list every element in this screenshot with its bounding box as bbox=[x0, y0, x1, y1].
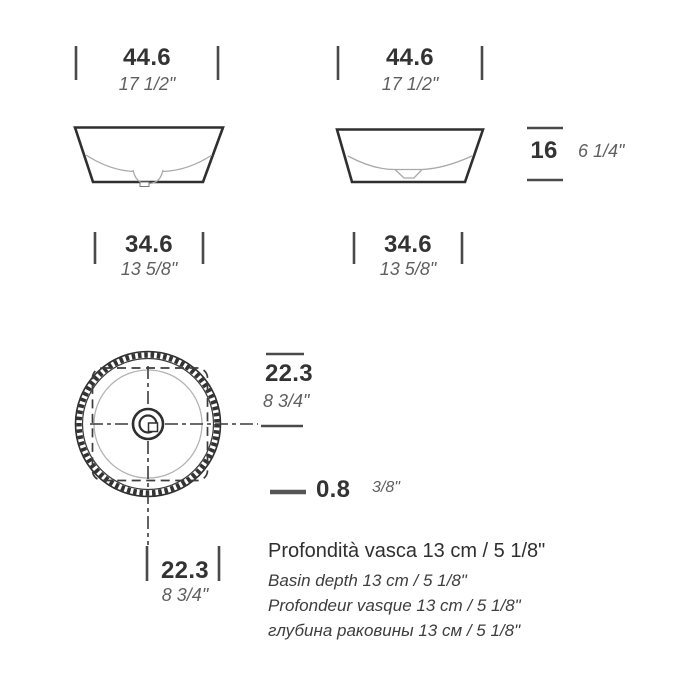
basin-depth-note-russian: глубина раковины 13 см / 5 1/8" bbox=[268, 621, 521, 640]
dim-bottom-width-right-metric: 34.6 bbox=[384, 231, 432, 258]
dim-bottom-width-left-metric: 34.6 bbox=[125, 231, 173, 258]
dim-bottom-width-right-imperial: 13 5/8" bbox=[379, 259, 437, 279]
dim-top-width-right-imperial: 17 1/2" bbox=[381, 74, 439, 94]
basin-depth-note-italian: Profondità vasca 13 cm / 5 1/8" bbox=[268, 540, 546, 562]
dim-rim-thickness-imperial: 3/8" bbox=[372, 479, 400, 496]
drain-stub bbox=[140, 182, 149, 187]
basin-depth-notes bbox=[268, 540, 545, 643]
dim-top-width-right-metric: 44.6 bbox=[386, 44, 434, 71]
dim-height-metric: 16 bbox=[530, 137, 558, 164]
dim-top-width-left-imperial: 17 1/2" bbox=[118, 74, 176, 94]
dim-radius-bottom-metric: 22.3 bbox=[161, 557, 209, 584]
dim-height-imperial: 6 1/4" bbox=[578, 141, 625, 161]
basin-outline bbox=[75, 128, 223, 183]
dim-radius-bottom-imperial: 8 3/4" bbox=[161, 585, 209, 605]
drain-icon bbox=[133, 409, 163, 439]
basin-outline bbox=[337, 130, 483, 183]
dim-radius-side-metric: 22.3 bbox=[265, 360, 313, 387]
dim-radius-side-imperial: 8 3/4" bbox=[263, 391, 310, 411]
side-view-right bbox=[337, 130, 483, 183]
top-view bbox=[76, 352, 259, 546]
dim-rim-thickness-metric: 0.8 bbox=[316, 476, 351, 503]
basin-depth-note-french: Profondeur vasque 13 cm / 5 1/8" bbox=[268, 596, 521, 615]
side-view-left bbox=[75, 128, 223, 187]
dim-bottom-width-left-imperial: 13 5/8" bbox=[120, 259, 178, 279]
dim-top-width-left-metric: 44.6 bbox=[123, 44, 171, 71]
basin-depth-note-english: Basin depth 13 cm / 5 1/8" bbox=[268, 571, 467, 590]
